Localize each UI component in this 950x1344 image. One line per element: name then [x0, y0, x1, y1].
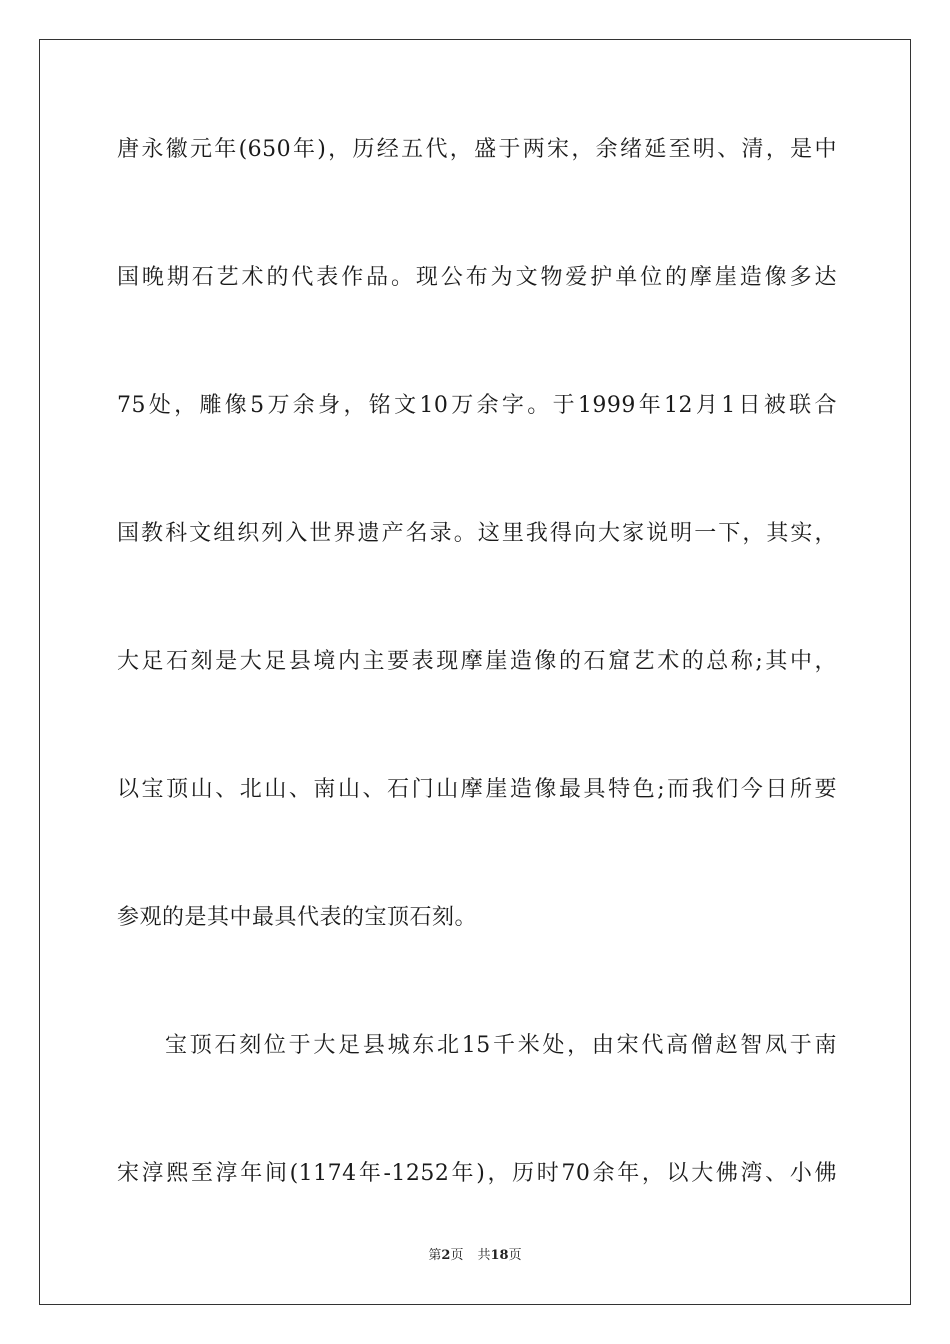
page-footer: [0, 1247, 950, 1265]
page-number: 2: [441, 1248, 451, 1263]
page-prefix: 第: [428, 1248, 442, 1263]
paragraph-line-5: 大足石刻是大足县境内主要表现摩崖造像的石窟艺术的总称;其中，: [117, 649, 837, 674]
paragraph-line-9: 宋淳熙至淳年间(1174年-1252年)，历时70余年，以大佛湾、小佛: [117, 1161, 837, 1186]
total-prefix: 共: [477, 1248, 491, 1263]
paragraph-line-2: 国晚期石艺术的代表作品。现公布为文物爱护单位的摩崖造像多达: [117, 265, 837, 290]
paragraph-line-6: 以宝顶山、北山、南山、石门山摩崖造像最具特色;而我们今日所要: [117, 777, 837, 802]
paragraph-line-4: 国教科文组织列入世界遗产名录。这里我得向大家说明一下，其实，: [117, 521, 837, 546]
page-suffix: 页: [450, 1248, 464, 1263]
paragraph-line-8: 宝顶石刻位于大足县城东北15千米处，由宋代高僧赵智凤于南: [165, 1033, 837, 1058]
total-suffix: 页: [508, 1248, 522, 1263]
paragraph-line-3: 75处，雕像5万余身，铭文10万余字。于1999年12月1日被联合: [117, 393, 837, 418]
total-pages: 18: [490, 1248, 509, 1263]
paragraph-line-1: 唐永徽元年(650年)，历经五代，盛于两宋，余绪延至明、清，是中: [117, 137, 837, 162]
paragraph-line-7: 参观的是其中最具代表的宝顶石刻。: [117, 905, 478, 930]
